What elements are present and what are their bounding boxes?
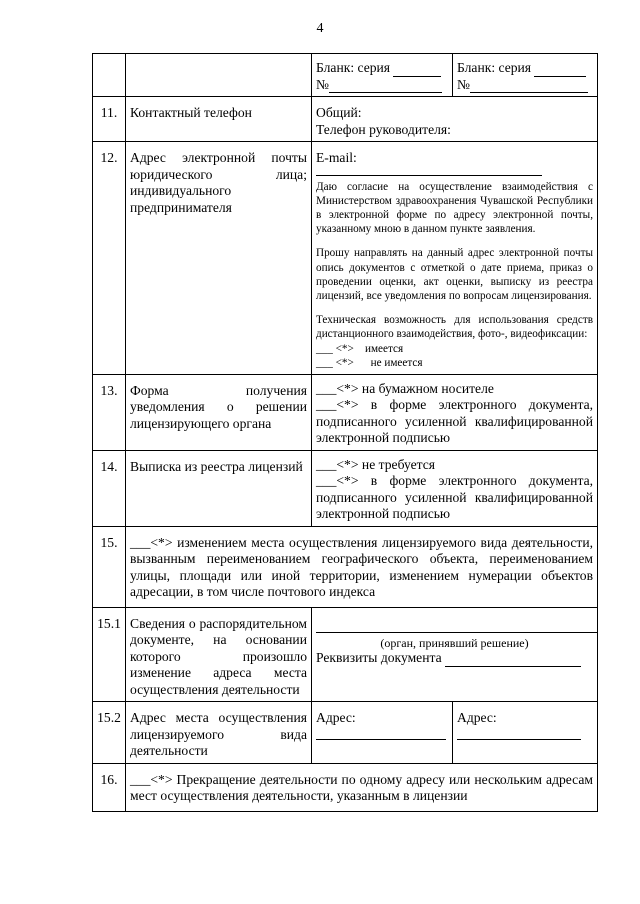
option-available[interactable] [316, 342, 593, 356]
email-label: E-mail: [316, 150, 357, 165]
row-label: Форма получения уведомления о решении лицензирующего органа [126, 374, 312, 450]
row-label: Сведения о распорядительном документе, на основании которого произошло изменение адреса места осуществления деятельности [126, 607, 312, 702]
document-details-field[interactable] [445, 666, 581, 667]
option-not-available[interactable] [316, 356, 593, 370]
table-row [93, 450, 598, 526]
row-number: 15.2 [93, 702, 126, 764]
table-row [93, 526, 598, 607]
table-row [93, 374, 598, 450]
empty-cell [93, 54, 126, 97]
decision-cell [312, 607, 598, 702]
row-number: 13. [93, 374, 126, 450]
address-field[interactable] [316, 727, 446, 740]
consent-text: Даю согласие на осуществление взаимодействия с Министерством здравоохранения Чувашской Республики в электронной форме по адресу электронной почты, указанному мною в данном пункте заявления. [316, 180, 593, 236]
blank-series-label: Бланк: серия [316, 60, 391, 75]
document-details-label: Реквизиты документа [316, 650, 442, 666]
blank-number-field[interactable] [329, 92, 442, 93]
notice-form-cell [312, 374, 598, 450]
authority-caption: (орган, принявший решение) [380, 635, 529, 650]
row-label: Адрес электронной почты юридического лица; индивидуального предпринимателя [126, 142, 312, 375]
authority-field[interactable] [316, 618, 597, 633]
page-number: 4 [316, 21, 324, 36]
tech-text: Техническая возможность для использования средств дистанционного взаимодействия, фото-, видеофиксации: [316, 314, 593, 341]
checkbox-mark: ___ <*> [316, 342, 354, 355]
table-row [93, 607, 598, 702]
blank-number-label: № [457, 76, 470, 92]
row-label: Контактный телефон [126, 97, 312, 142]
table-row [93, 763, 598, 811]
address-field[interactable] [457, 727, 581, 740]
row-number: 11. [93, 97, 126, 142]
termination-option[interactable]: ___<*> Прекращение деятельности по одному адресу или нескольким адресам мест осуществления деятельности, указанным в лицензии [126, 763, 598, 811]
blank-series-cell [312, 54, 453, 97]
option-electronic[interactable]: ___<*> в форме электронного документа, подписанного усиленной квалифицированной электронной подписью [316, 397, 593, 446]
email-field[interactable] [316, 167, 542, 176]
empty-cell [126, 54, 312, 97]
option-label: имеется [364, 342, 404, 355]
row-number: 14. [93, 450, 126, 526]
row-number: 15.1 [93, 607, 126, 702]
phone-general-label: Общий: [316, 105, 362, 120]
table-row [93, 97, 598, 142]
option-label: не имеется [370, 356, 423, 369]
option-not-required[interactable]: ___<*> не требуется [316, 456, 436, 472]
address-cell [453, 702, 598, 764]
address-label: Адрес: [316, 710, 356, 726]
option-electronic[interactable]: ___<*> в форме электронного документа, подписанного усиленной квалифицированной электронной подписью [316, 473, 593, 522]
blank-number-label: № [316, 76, 329, 92]
license-form-table [92, 53, 598, 812]
email-cell [312, 142, 598, 375]
blank-series-cell [453, 54, 598, 97]
phone-director-label: Телефон руководителя: [316, 121, 451, 137]
option-paper[interactable]: ___<*> на бумажном носителе [316, 380, 494, 396]
blank-number-field[interactable] [470, 92, 588, 93]
address-cell [312, 702, 453, 764]
row-number: 16. [93, 763, 126, 811]
checkbox-mark: ___ <*> [316, 356, 354, 369]
table-row [93, 54, 598, 97]
address-change-option[interactable]: ___<*> изменением места осуществления лицензируемого вида деятельности, вызванным переименованием географического объекта, переименованием улицы, площади или иной территории, изменением нумерации объектов адресации, в том числе почтового индекса [126, 526, 598, 607]
extract-cell [312, 450, 598, 526]
table-row [93, 702, 598, 764]
phone-cell[interactable] [312, 97, 598, 142]
row-label: Адрес места осуществления лицензируемого вида деятельности [126, 702, 312, 764]
blank-series-label: Бланк: серия [457, 60, 532, 75]
row-label: Выписка из реестра лицензий [126, 450, 312, 526]
request-text: Прошу направлять на данный адрес электронной почты опись документов с отметкой о дате приема, приказ о проведении оценки, акт оценки, выписку из реестра лицензий, все уведомления по вопросам лицензирования. [316, 247, 593, 302]
address-label: Адрес: [457, 710, 497, 726]
row-number: 15. [93, 526, 126, 607]
table-row [93, 142, 598, 375]
row-number: 12. [93, 142, 126, 375]
